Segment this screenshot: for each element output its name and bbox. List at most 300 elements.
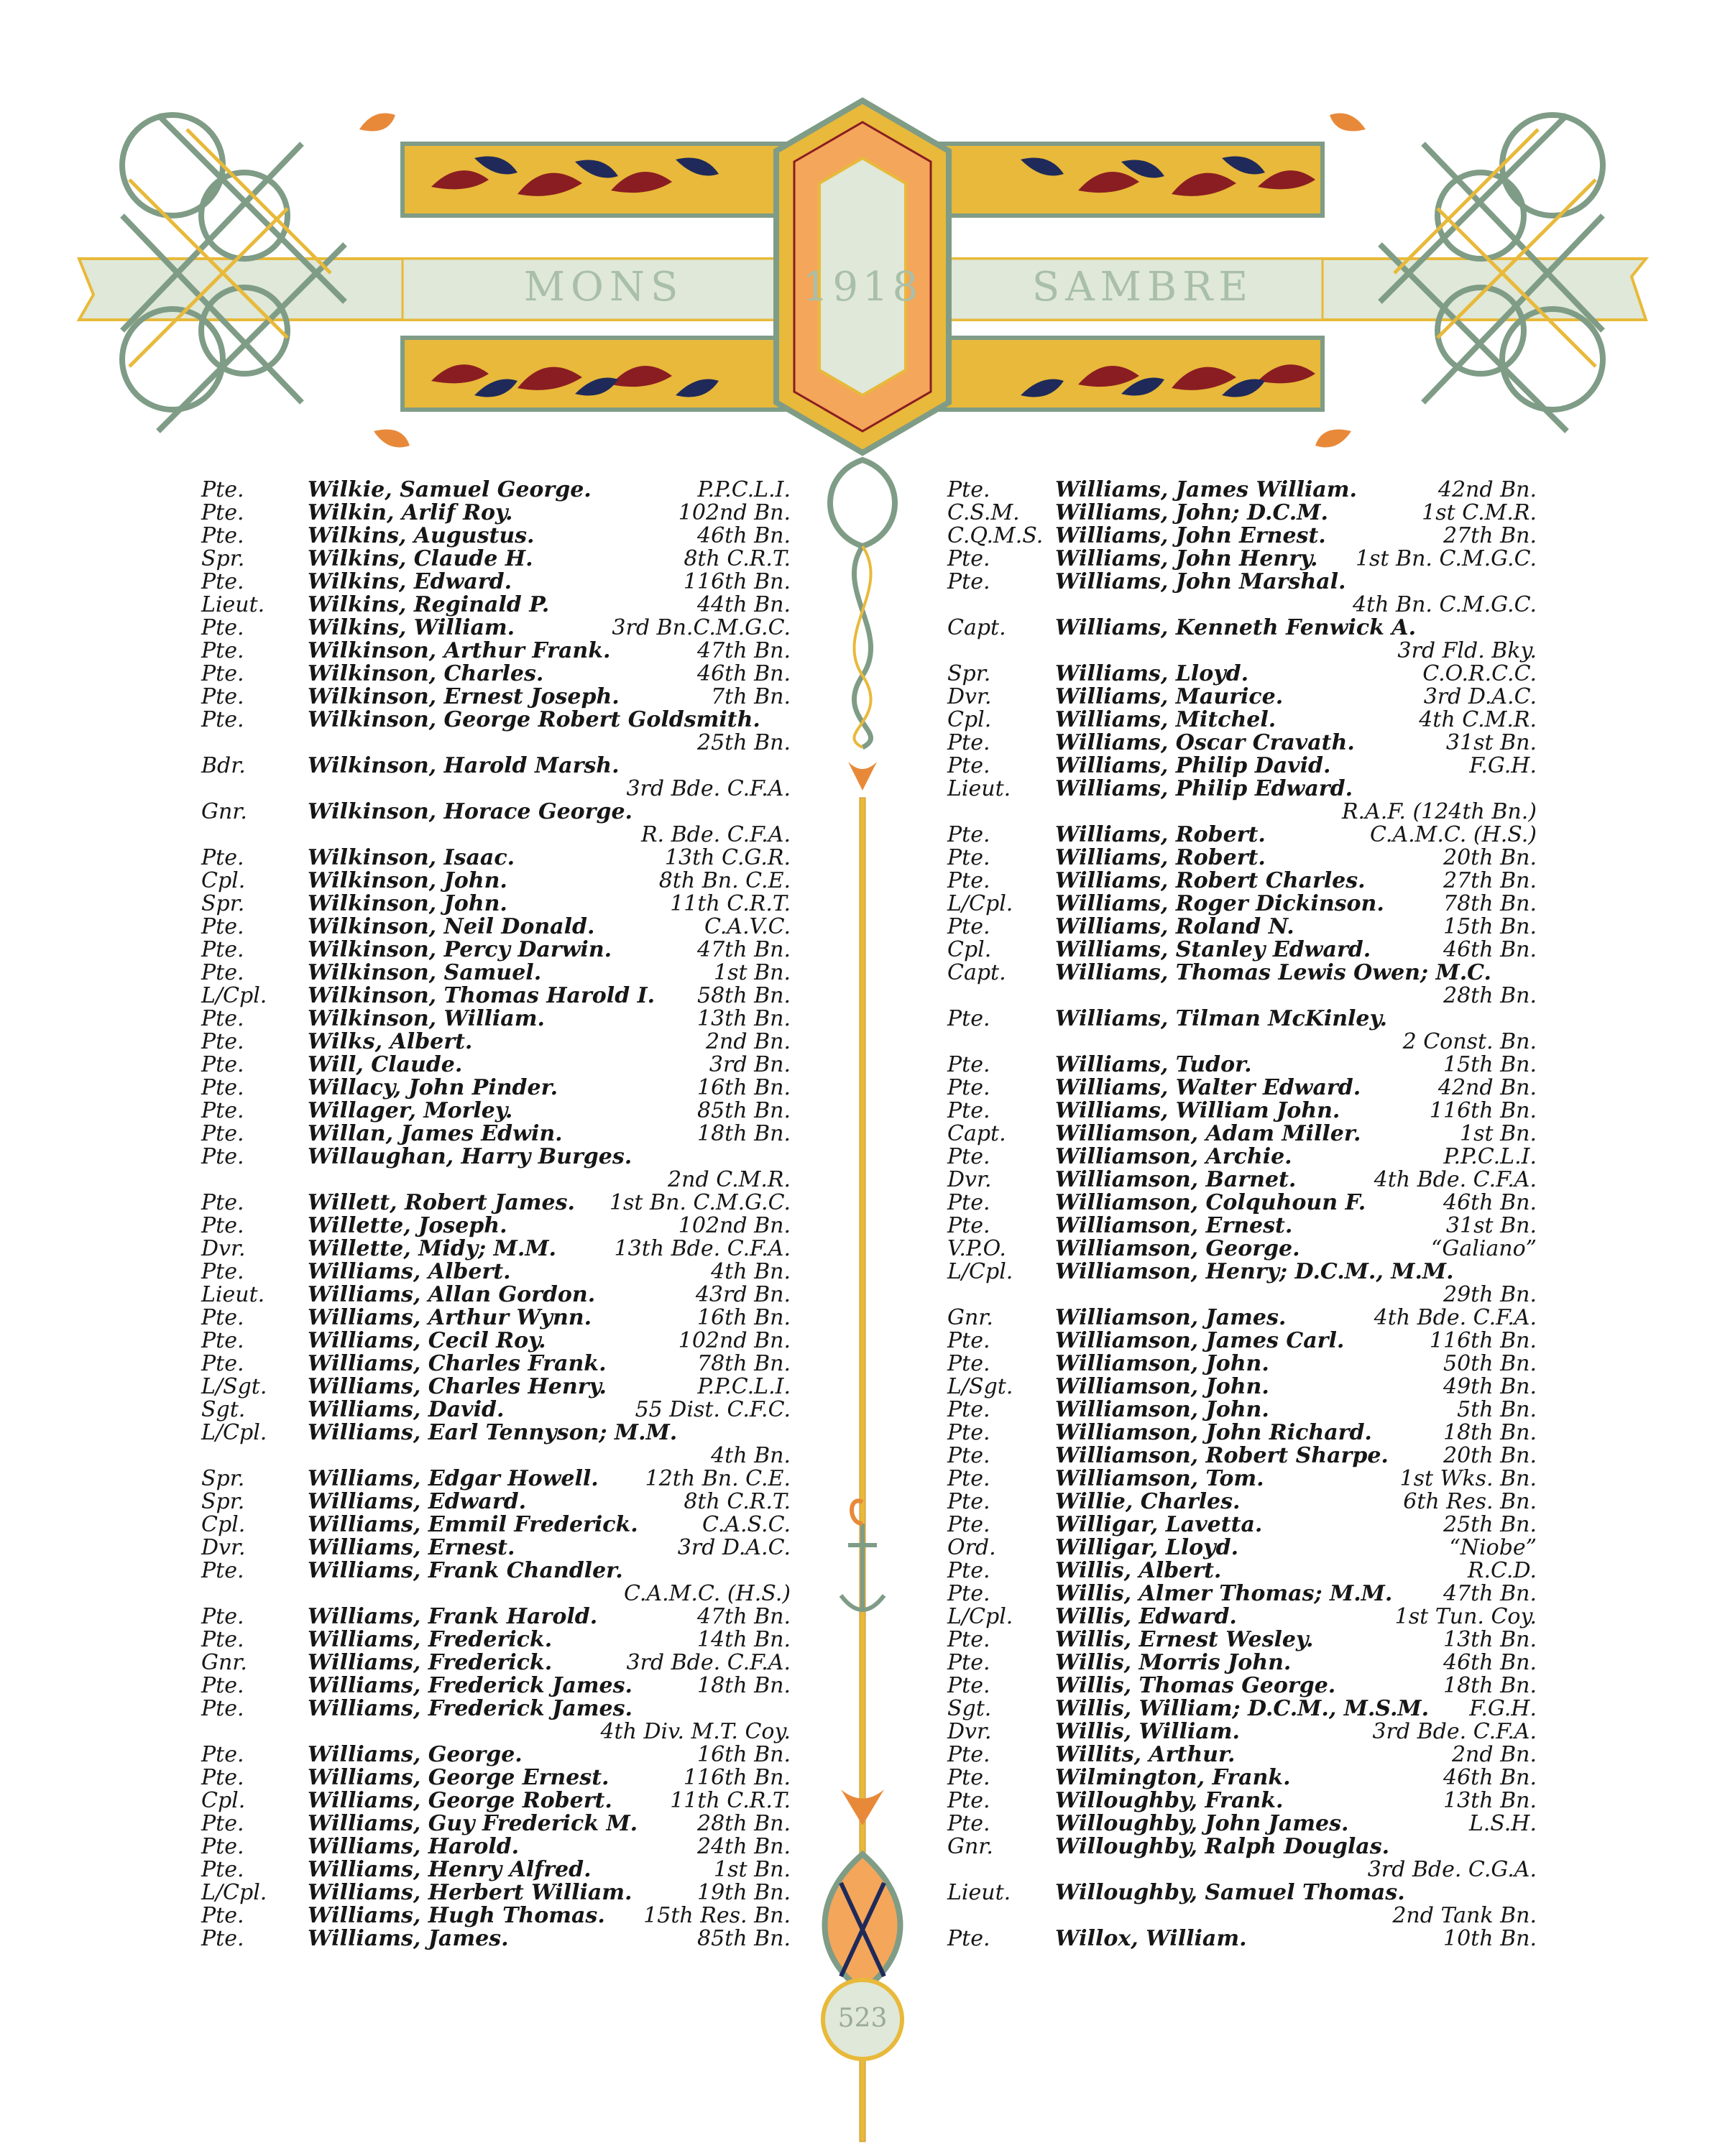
entry-name: Williams, Stanley Edward. xyxy=(1055,937,1371,962)
entry-name: Williams, Roland N. xyxy=(1055,914,1294,939)
entry-name: Williamson, John. xyxy=(1055,1397,1269,1422)
roll-entry xyxy=(201,1468,791,1491)
entry-unit: 27th Bn. xyxy=(1443,868,1537,893)
entry-rank: Pte. xyxy=(947,1420,990,1445)
entry-unit: 31st Bn. xyxy=(1445,1213,1537,1238)
entry-unit: 47th Bn. xyxy=(697,1604,791,1629)
entry-unit: 3rd Fld. Bky. xyxy=(1397,638,1537,663)
entry-unit: 18th Bn. xyxy=(697,1673,791,1698)
entry-unit: 27th Bn. xyxy=(1443,523,1537,548)
entry-name: Williams, Thomas Lewis Owen; M.C. xyxy=(1055,960,1491,985)
roll-entry xyxy=(947,1215,1537,1238)
roll-entry xyxy=(201,663,791,686)
entry-rank: Pte. xyxy=(947,730,990,755)
entry-name: Will, Claude. xyxy=(308,1052,463,1077)
entry-name: Willits, Arthur. xyxy=(1055,1742,1236,1767)
entry-name: Willaughan, Harry Burges. xyxy=(308,1144,632,1169)
entry-unit: 13th Bn. xyxy=(697,1006,791,1031)
entry-rank: Dvr. xyxy=(201,1236,246,1261)
roll-entry xyxy=(947,525,1537,548)
entry-rank: Pte. xyxy=(201,1305,244,1330)
entry-rank: Pte. xyxy=(201,960,244,985)
roll-entry xyxy=(947,1583,1537,1606)
roll-entry xyxy=(201,1881,791,1904)
entry-rank: V.P.O. xyxy=(947,1236,1006,1261)
entry-name: Williams, Frederick. xyxy=(308,1627,553,1652)
entry-name: Willigar, Lavetta. xyxy=(1055,1512,1263,1537)
roll-entry xyxy=(201,1606,791,1628)
roll-entry xyxy=(201,709,791,755)
entry-name: Williamson, Barnet. xyxy=(1055,1167,1297,1192)
entry-rank: Cpl. xyxy=(201,1788,246,1813)
entry-name: Williams, Charles Henry. xyxy=(308,1374,607,1399)
entry-rank: Pte. xyxy=(201,1029,244,1054)
roll-entry xyxy=(201,617,791,640)
roll-entry xyxy=(947,1835,1537,1881)
entry-rank: Pte. xyxy=(947,1489,990,1514)
entry-name: Williams, Hugh Thomas. xyxy=(308,1903,605,1928)
roll-entry xyxy=(201,985,791,1008)
entry-name: Williamson, John. xyxy=(1055,1351,1269,1376)
entry-name: Wilkinson, Horace George. xyxy=(308,799,632,824)
entry-name: Williams, Philip Edward. xyxy=(1055,776,1353,801)
entry-rank: Lieut. xyxy=(947,1880,1011,1905)
roll-entry xyxy=(947,1376,1537,1399)
entry-name: Williams, Edgar Howell. xyxy=(308,1466,599,1491)
entry-rank: Pte. xyxy=(201,845,244,870)
entry-unit: 116th Bn. xyxy=(683,1765,791,1790)
entry-unit: R.A.F. (124th Bn.) xyxy=(1341,799,1537,824)
entry-rank: Pte. xyxy=(947,1788,990,1813)
entry-name: Williams, Emmil Frederick. xyxy=(308,1512,638,1537)
entry-unit: 3rd Bde. C.F.A. xyxy=(626,1650,791,1675)
entry-name: Willox, William. xyxy=(1055,1926,1247,1951)
entry-name: Willis, Thomas George. xyxy=(1055,1673,1336,1698)
entry-rank: Pte. xyxy=(201,1673,244,1698)
entry-rank: Pte. xyxy=(947,1765,990,1790)
entry-unit: 7th Bn. xyxy=(711,684,791,709)
roll-entry xyxy=(947,1238,1537,1261)
entry-unit: 28th Bn. xyxy=(1443,983,1537,1008)
entry-unit: C.O.R.C.C. xyxy=(1422,661,1537,686)
entry-rank: Pte. xyxy=(947,1075,990,1100)
entry-name: Williams, Frank Chandler. xyxy=(308,1558,623,1583)
entry-name: Williams, George Ernest. xyxy=(308,1765,610,1790)
entry-unit: 4th Div. M.T. Coy. xyxy=(600,1719,791,1744)
entry-name: Willis, Edward. xyxy=(1055,1604,1237,1629)
entry-rank: Sgt. xyxy=(947,1696,992,1721)
entry-rank: L/Cpl. xyxy=(947,1259,1013,1284)
roll-entry xyxy=(201,1353,791,1376)
roll-entry xyxy=(947,617,1537,663)
entry-rank: Gnr. xyxy=(201,799,247,824)
roll-entry xyxy=(201,1858,791,1881)
entry-name: Williams, Robert. xyxy=(1055,845,1266,870)
entry-rank: Pte. xyxy=(201,684,244,709)
roll-entry xyxy=(201,1835,791,1858)
entry-rank: L/Cpl. xyxy=(201,983,267,1008)
entry-unit: 12th Bn. C.E. xyxy=(645,1466,791,1491)
roll-entry xyxy=(201,1766,791,1789)
entry-unit: 16th Bn. xyxy=(697,1075,791,1100)
entry-name: Williamson, John Richard. xyxy=(1055,1420,1372,1445)
roll-entry xyxy=(947,479,1537,502)
entry-rank: Pte. xyxy=(201,1006,244,1031)
entry-name: Williams, Frederick. xyxy=(308,1650,553,1675)
entry-unit: 85th Bn. xyxy=(697,1926,791,1951)
entry-rank: Pte. xyxy=(947,477,990,502)
entry-name: Williams, Harold. xyxy=(308,1834,520,1859)
entry-unit: 50th Bn. xyxy=(1443,1351,1537,1376)
entry-name: Williams, Mitchel. xyxy=(1055,707,1276,732)
entry-rank: Pte. xyxy=(201,1604,244,1629)
entry-unit: 3rd Bde. C.F.A. xyxy=(1372,1719,1537,1744)
entry-rank: Pte. xyxy=(947,1673,990,1698)
roll-entry xyxy=(947,1261,1537,1307)
entry-rank: Pte. xyxy=(947,1190,990,1215)
roll-entry xyxy=(947,663,1537,686)
entry-name: Wilkins, William. xyxy=(308,615,515,640)
entry-name: Wilkinson, George Robert Goldsmith. xyxy=(308,707,760,732)
entry-unit: 47th Bn. xyxy=(697,937,791,962)
entry-unit: 31st Bn. xyxy=(1445,730,1537,755)
entry-name: Williams, Guy Frederick M. xyxy=(308,1811,638,1836)
entry-name: Williams, Cecil Roy. xyxy=(308,1328,546,1353)
entry-unit: C.A.M.C. (H.S.) xyxy=(1370,822,1537,847)
entry-unit: 3rd Bde. C.F.A. xyxy=(626,776,791,801)
roll-entry xyxy=(201,1054,791,1077)
entry-unit: 24th Bn. xyxy=(697,1834,791,1859)
entry-name: Willager, Morley. xyxy=(308,1098,513,1123)
entry-name: Williams, Edward. xyxy=(308,1489,527,1514)
entry-unit: 2nd Bn. xyxy=(1451,1742,1537,1767)
entry-name: Wilkinson, Thomas Harold I. xyxy=(308,983,656,1008)
entry-rank: Cpl. xyxy=(201,868,246,893)
roll-entry xyxy=(947,1468,1537,1491)
roll-entry xyxy=(947,1514,1537,1537)
roll-entry xyxy=(201,1215,791,1238)
roll-entry xyxy=(947,1491,1537,1514)
entry-unit: 10th Bn. xyxy=(1443,1926,1537,1951)
entry-rank: Pte. xyxy=(947,1581,990,1606)
roll-entry xyxy=(947,847,1537,870)
roll-entry xyxy=(201,1146,791,1192)
entry-unit: 46th Bn. xyxy=(1443,1650,1537,1675)
roll-entry xyxy=(947,778,1537,824)
roll-entry xyxy=(947,962,1537,1008)
roll-entry xyxy=(201,1284,791,1307)
entry-rank: Pte. xyxy=(947,1811,990,1836)
entry-unit: P.P.C.L.I. xyxy=(697,477,791,502)
roll-entry xyxy=(201,1123,791,1146)
entry-rank: L/Cpl. xyxy=(947,891,1013,916)
entry-unit: 2nd Bn. xyxy=(705,1029,791,1054)
entry-rank: Pte. xyxy=(201,1834,244,1859)
entry-unit: 102nd Bn. xyxy=(678,1328,791,1353)
entry-rank: Spr. xyxy=(947,661,991,686)
entry-name: Williams, Tilman McKinley. xyxy=(1055,1006,1387,1031)
roll-entry xyxy=(947,893,1537,916)
entry-name: Wilkinson, William. xyxy=(308,1006,545,1031)
entry-rank: Pte. xyxy=(201,1926,244,1951)
entry-unit: 1st Bn. C.M.G.C. xyxy=(609,1190,791,1215)
roll-entry xyxy=(201,1812,791,1835)
entry-unit: 46th Bn. xyxy=(697,523,791,548)
entry-rank: Pte. xyxy=(947,1052,990,1077)
entry-rank: Pte. xyxy=(947,1351,990,1376)
entry-rank: Cpl. xyxy=(201,1512,246,1537)
entry-rank: Sgt. xyxy=(201,1397,246,1422)
entry-unit: R. Bde. C.F.A. xyxy=(640,822,791,847)
entry-rank: Pte. xyxy=(947,845,990,870)
entry-unit: 15th Res. Bn. xyxy=(643,1903,791,1928)
entry-rank: Spr. xyxy=(201,546,245,571)
roll-entry xyxy=(947,1077,1537,1100)
entry-unit: 46th Bn. xyxy=(1443,937,1537,962)
entry-name: Wilkinson, Samuel. xyxy=(308,960,542,985)
roll-entry xyxy=(201,1514,791,1537)
roll-entry xyxy=(947,1307,1537,1330)
entry-rank: Pte. xyxy=(201,1696,244,1721)
entry-rank: Pte. xyxy=(947,569,990,594)
entry-name: Willie, Charles. xyxy=(1055,1489,1241,1514)
entry-name: Williams, Arthur Wynn. xyxy=(308,1305,592,1330)
roll-entry xyxy=(201,525,791,548)
entry-unit: 85th Bn. xyxy=(697,1098,791,1123)
entry-rank: L/Sgt. xyxy=(947,1374,1013,1399)
entry-name: Williams, David. xyxy=(308,1397,505,1422)
entry-name: Wilmington, Frank. xyxy=(1055,1765,1291,1790)
entry-name: Williams, Tudor. xyxy=(1055,1052,1252,1077)
entry-name: Wilkin, Arlif Roy. xyxy=(308,500,513,525)
entry-rank: Pte. xyxy=(201,1328,244,1353)
entry-rank: Pte. xyxy=(947,1098,990,1123)
roll-entry xyxy=(947,1353,1537,1376)
entry-name: Williams, Roger Dickinson. xyxy=(1055,891,1384,916)
entry-name: Willigar, Lloyd. xyxy=(1055,1535,1239,1560)
entry-name: Williams, Allan Gordon. xyxy=(308,1282,596,1307)
entry-name: Willis, Albert. xyxy=(1055,1558,1222,1583)
entry-name: Williams, Frederick James. xyxy=(308,1673,632,1698)
entry-name: Wilkins, Reginald P. xyxy=(308,592,550,617)
entry-unit: 25th Bn. xyxy=(1443,1512,1537,1537)
entry-name: Willacy, John Pinder. xyxy=(308,1075,558,1100)
left-column xyxy=(201,479,791,1950)
entry-rank: Lieut. xyxy=(947,776,1011,801)
entry-unit: 46th Bn. xyxy=(1443,1765,1537,1790)
entry-rank: Pte. xyxy=(201,937,244,962)
entry-unit: 15th Bn. xyxy=(1443,1052,1537,1077)
roll-entry xyxy=(201,939,791,962)
entry-unit: 13th C.G.R. xyxy=(664,845,791,870)
roll-entry xyxy=(947,1651,1537,1674)
entry-name: Wilkins, Claude H. xyxy=(308,546,533,571)
entry-rank: Cpl. xyxy=(947,707,992,732)
roll-entry xyxy=(947,1766,1537,1789)
roll-entry xyxy=(201,1789,791,1812)
entry-unit: 20th Bn. xyxy=(1443,845,1537,870)
roll-entry xyxy=(947,732,1537,755)
entry-unit: 13th Bn. xyxy=(1443,1788,1537,1813)
roll-entry xyxy=(201,594,791,617)
entry-unit: 1st Bn. C.M.G.C. xyxy=(1355,546,1537,571)
entry-unit: 8th Bn. C.E. xyxy=(658,868,791,893)
entry-unit: 46th Bn. xyxy=(1443,1190,1537,1215)
entry-name: Williamson, James. xyxy=(1055,1305,1287,1330)
entry-unit: 43rd Bn. xyxy=(695,1282,791,1307)
entry-rank: Pte. xyxy=(201,1558,244,1583)
roll-entry xyxy=(947,1100,1537,1123)
banner-text-right: SAMBRE xyxy=(1031,264,1254,310)
entry-rank: Pte. xyxy=(201,1903,244,1928)
entry-rank: L/Cpl. xyxy=(201,1420,267,1445)
illuminated-banner xyxy=(0,0,1725,503)
entry-unit: 20th Bn. xyxy=(1443,1443,1537,1468)
entry-rank: L/Sgt. xyxy=(201,1374,267,1399)
roll-entry xyxy=(947,1399,1537,1422)
entry-rank: Pte. xyxy=(947,1512,990,1537)
entry-unit: 4th Bde. C.F.A. xyxy=(1374,1167,1537,1192)
entry-name: Williamson, Henry; D.C.M., M.M. xyxy=(1055,1259,1454,1284)
entry-rank: Pte. xyxy=(947,1213,990,1238)
entry-unit: 18th Bn. xyxy=(697,1121,791,1146)
entry-name: Wilkie, Samuel George. xyxy=(308,477,592,502)
entry-unit: 2 Const. Bn. xyxy=(1402,1029,1537,1054)
entry-unit: 3rd Bn. xyxy=(709,1052,791,1077)
entry-rank: Pte. xyxy=(201,638,244,663)
entry-unit: 46th Bn. xyxy=(697,661,791,686)
roll-entry xyxy=(947,939,1537,962)
roll-entry xyxy=(947,1008,1537,1054)
entry-name: Williams, Earl Tennyson; M.M. xyxy=(308,1420,678,1445)
entry-name: Williams, James. xyxy=(308,1926,509,1951)
entry-rank: Pte. xyxy=(201,1190,244,1215)
entry-unit: R.C.D. xyxy=(1467,1558,1537,1583)
roll-entry xyxy=(947,755,1537,778)
right-column xyxy=(947,479,1537,1950)
entry-unit: 8th C.R.T. xyxy=(684,546,791,571)
roll-entry xyxy=(201,1100,791,1123)
entry-unit: 116th Bn. xyxy=(683,569,791,594)
entry-rank: Lieut. xyxy=(201,1282,265,1307)
entry-rank: Pte. xyxy=(947,1443,990,1468)
roll-entry xyxy=(947,1743,1537,1766)
roll-entry xyxy=(201,1031,791,1054)
entry-unit: 13th Bn. xyxy=(1443,1627,1537,1652)
entry-name: Willett, Robert James. xyxy=(308,1190,575,1215)
roll-entry xyxy=(947,1445,1537,1468)
roll-entry xyxy=(201,1743,791,1766)
entry-unit: 3rd Bn.C.M.G.C. xyxy=(612,615,791,640)
monogram-knot xyxy=(830,460,895,546)
entry-rank: Bdr. xyxy=(201,753,246,778)
entry-rank: Dvr. xyxy=(947,1719,992,1744)
roll-entry xyxy=(947,1330,1537,1353)
roll-entry xyxy=(947,1169,1537,1192)
entry-name: Williamson, Adam Miller. xyxy=(1055,1121,1361,1146)
entry-name: Williams, Robert. xyxy=(1055,822,1266,847)
entry-rank: Cpl. xyxy=(947,937,992,962)
entry-name: Williamson, Robert Sharpe. xyxy=(1055,1443,1389,1468)
roll-entry xyxy=(201,1697,791,1743)
entry-rank: Pte. xyxy=(947,546,990,571)
entry-unit: L.S.H. xyxy=(1468,1811,1537,1836)
roll-entry xyxy=(201,1238,791,1261)
entry-rank: Pte. xyxy=(947,1466,990,1491)
entry-unit: 5th Bn. xyxy=(1457,1397,1537,1422)
entry-name: Williams, Oscar Cravath. xyxy=(1055,730,1355,755)
entry-rank: Pte. xyxy=(947,753,990,778)
roll-entry xyxy=(947,870,1537,893)
entry-rank: Pte. xyxy=(947,1926,990,1951)
roll-entry xyxy=(201,571,791,594)
entry-unit: 1st Bn. xyxy=(714,1857,791,1882)
entry-unit: 29th Bn. xyxy=(1443,1282,1537,1307)
entry-rank: Pte. xyxy=(201,523,244,548)
roll-entry xyxy=(201,962,791,985)
entry-rank: Capt. xyxy=(947,1121,1006,1146)
roll-entry xyxy=(947,1560,1537,1583)
roll-entry xyxy=(947,502,1537,525)
roll-entry xyxy=(947,1606,1537,1628)
entry-unit: F.G.H. xyxy=(1469,1696,1537,1721)
entry-name: Williams, Lloyd. xyxy=(1055,661,1249,686)
roll-entry xyxy=(947,1123,1537,1146)
entry-unit: 102nd Bn. xyxy=(678,500,791,525)
roll-entry xyxy=(947,1537,1537,1560)
entry-unit: 16th Bn. xyxy=(697,1305,791,1330)
entry-name: Williams, James William. xyxy=(1055,477,1357,502)
entry-name: Willette, Midy; M.M. xyxy=(308,1236,556,1261)
entry-rank: Dvr. xyxy=(947,684,992,709)
entry-name: Williamson, Colquhoun F. xyxy=(1055,1190,1366,1215)
entry-name: Wilkinson, Harold Marsh. xyxy=(308,753,620,778)
banner-year: 1918 xyxy=(802,264,923,310)
entry-name: Wilkinson, John. xyxy=(308,868,507,893)
entry-name: Willoughby, John James. xyxy=(1055,1811,1349,1836)
roll-entry xyxy=(201,1330,791,1353)
roll-entry xyxy=(201,755,791,801)
entry-name: Williams, Maurice. xyxy=(1055,684,1284,709)
roll-entry xyxy=(201,548,791,571)
roll-entry xyxy=(201,686,791,709)
entry-rank: Pte. xyxy=(201,500,244,525)
entry-name: Willis, Almer Thomas; M.M. xyxy=(1055,1581,1393,1606)
entry-unit: “Niobe” xyxy=(1449,1535,1537,1560)
entry-rank: Capt. xyxy=(947,615,1006,640)
entry-unit: 58th Bn. xyxy=(697,983,791,1008)
entry-unit: 25th Bn. xyxy=(697,730,791,755)
entry-unit: 3rd D.A.C. xyxy=(677,1535,791,1560)
entry-name: Willis, Morris John. xyxy=(1055,1650,1292,1675)
entry-unit: C.A.M.C. (H.S.) xyxy=(624,1581,791,1606)
entry-name: Williams, John Marshal. xyxy=(1055,569,1346,594)
entry-name: Williamson, Archie. xyxy=(1055,1144,1292,1169)
entry-name: Williams, Charles Frank. xyxy=(308,1351,607,1376)
entry-rank: Pte. xyxy=(201,615,244,640)
entry-unit: 4th C.M.R. xyxy=(1419,707,1537,732)
roll-entry xyxy=(201,801,791,847)
entry-rank: Pte. xyxy=(201,707,244,732)
entry-name: Williams, Frank Harold. xyxy=(308,1604,598,1629)
entry-unit: C.A.V.C. xyxy=(704,914,791,939)
roll-entry xyxy=(201,1491,791,1514)
entry-rank: Dvr. xyxy=(201,1535,246,1560)
entry-rank: Pte. xyxy=(201,1075,244,1100)
roll-entry xyxy=(201,1674,791,1697)
entry-unit: 47th Bn. xyxy=(697,638,791,663)
entry-rank: Pte. xyxy=(947,1558,990,1583)
